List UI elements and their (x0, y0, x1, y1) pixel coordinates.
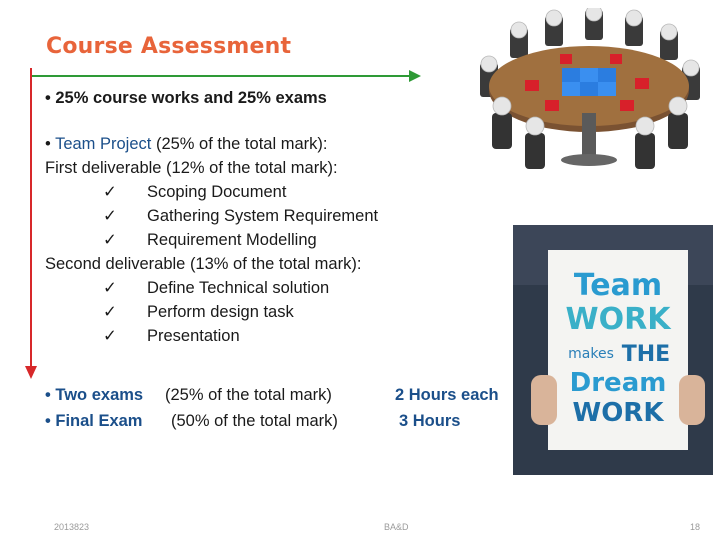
coursework-bullet: • 25% course works and 25% exams (45, 89, 327, 107)
check-icon: ✓ (103, 231, 117, 249)
poster-word-dream: Dream (569, 368, 667, 398)
exam-mark: (25% of the total mark) (165, 386, 332, 404)
second-item-2 (45, 300, 378, 324)
meeting-table-illustration (470, 8, 708, 196)
slide-title: Course Assessment (46, 34, 292, 59)
team-project-label: Team Project (55, 135, 152, 153)
check-icon: ✓ (103, 279, 117, 297)
first-item-text: Requirement Modelling (147, 231, 317, 249)
first-item-1 (45, 180, 378, 204)
footer-center: BA&D (384, 522, 409, 532)
second-item-text: Presentation (147, 327, 240, 345)
check-icon: ✓ (103, 207, 117, 225)
poster-word-team: Team (573, 268, 663, 303)
second-item-text: Define Technical solution (147, 279, 330, 297)
footer-date: 2013823 (54, 522, 90, 532)
second-item-text: Perform design task (147, 303, 294, 321)
first-deliverable-label: First deliverable (45, 159, 167, 177)
exam-row (45, 408, 499, 434)
poster-word-work: WORK (565, 302, 671, 337)
right-arrow-head (409, 70, 421, 82)
second-item-1 (45, 276, 378, 300)
exam-duration: 3 Hours (399, 412, 461, 430)
second-deliverable-mark: (13% of the total mark): (189, 255, 362, 273)
horizontal-arrow-line (30, 75, 415, 77)
second-deliverable-line (45, 252, 378, 276)
first-item-text: Gathering System Requirement (147, 207, 379, 225)
teamwork-poster-image (513, 225, 713, 475)
slide-content (45, 86, 378, 348)
poster-word-makes: makes (568, 346, 614, 362)
first-item-2 (45, 204, 378, 228)
exams-block (45, 382, 499, 434)
poster-word-the: THE (621, 342, 671, 367)
exam-duration: 2 Hours each (395, 386, 499, 404)
exam-row (45, 382, 499, 408)
team-project-line (45, 132, 378, 156)
vertical-arrow-line (30, 68, 32, 370)
second-deliverable-label: Second deliverable (45, 255, 190, 273)
check-icon: ✓ (103, 327, 117, 345)
exam-mark: (50% of the total mark) (171, 412, 338, 430)
poster-word-work-2: WORK (572, 398, 664, 428)
first-item-text: Scoping Document (147, 183, 287, 201)
first-item-3 (45, 228, 378, 252)
exam-name: • Two exams (45, 386, 144, 404)
team-project-mark: (25% of the total mark): (151, 135, 328, 153)
team-bullet: • (45, 135, 51, 153)
exam-name: • Final Exam (45, 412, 143, 430)
first-deliverable-mark: (12% of the total mark): (166, 159, 338, 177)
down-arrow-head (25, 366, 37, 379)
second-item-3 (45, 324, 378, 348)
first-deliverable-line (45, 156, 378, 180)
footer-page-number: 18 (690, 522, 701, 532)
check-icon: ✓ (103, 183, 117, 201)
check-icon: ✓ (103, 303, 117, 321)
